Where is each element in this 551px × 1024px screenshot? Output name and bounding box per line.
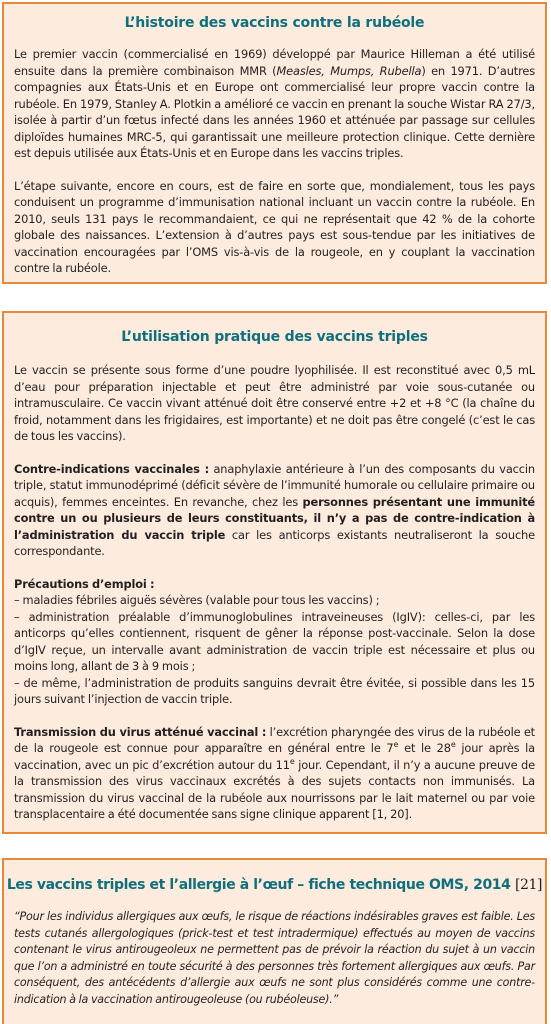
triple-vaccine-usage-content: [4, 345, 545, 823]
text-span: anaphylaxie antérieure à l’un des composants du vaccin triple, statut immunodéprimé (déficit sévère de l’immunité humorale ou cellulaire primaire ou acquis), femmes enceintes. En revanche, chez les: [14, 461, 535, 509]
transmission-paragraph: [14, 724, 535, 823]
transmission-label: Transmission du virus atténué vaccinal :: [14, 724, 267, 739]
contraindications-label: Contre-indications vaccinales :: [14, 461, 209, 476]
precautions-paragraph: [14, 576, 535, 708]
usage-paragraph-1: Le vaccin se présente sous forme d’une poudre lyophilisée. Il est reconstitué avec 0,5 mL d’eau pour préparation injectable et peut être administré par voie sous-cutanée ou intramusculaire. Ce vaccin vivant atténué doit être conservé entre +2 et +8 °C (la chaîne du froid, notamment dans les frigidaires, est importante) et ne doit pas être congelé (c’est le cas de tous les vaccins).: [14, 363, 535, 443]
egg-allergy-content: [4, 893, 545, 1008]
text-span: car les anticorps existants neutraliseront la souche correspondante.: [14, 527, 535, 558]
rubella-history-box: [2, 2, 547, 284]
rubella-history-paragraph-2: L’étape suivante, encore en cours, est de faire en sorte que, mondialement, tous les pays conduisent un programme d’immunisation national incluant un vaccin contre la rubéole. En 2010, seuls 131 pays le recommandaient, ce qui ne représentait que 42 % de la cohorte globale des naissances. L’extension à d’autres pays est sous-tendue par les initiatives de vaccination encouragées par l’OMS vis-à-vis de la rougeole, en y couplant la vaccination contre la rubéole.: [14, 178, 535, 275]
precautions-label: Précautions d’emploi :: [14, 576, 155, 591]
text-span: Le premier vaccin (commercialisé en 1969) développé par Maurice Hilleman a été utilisé ensuite dans la première combinaison MMR (: [14, 47, 535, 78]
precaution-item: – administration préalable d’immunoglobulines intraveineuses (IgIV): celles-ci, par les anticorps qu’elles contiennent, risquent de gêner la réponse post-vaccinale. Selon la dose d’IgIV reçue, un intervalle avant administration de vaccin triple est nécessaire et plus ou moins long, allant de 3 à 9 mois ;: [14, 609, 535, 673]
rubella-history-content: [4, 31, 545, 277]
text-span: jour après la vaccination, avec un pic d’excrétion autour du 11: [14, 741, 536, 772]
superscript: e: [393, 740, 399, 750]
rubella-history-title: L’histoire des vaccins contre la rubéole: [124, 15, 425, 31]
text-span: jour. Cependant, il n’y a aucune preuve de la transmission des virus vaccinaux excrétés à des sujets contacts non immunisés. La transmission du virus vaccinal de la rubéole aux nourrissons par le lait maternel ou par voie transplacentaire a été documentée sans signe clinique apparent [1, 20].: [14, 757, 535, 821]
text-span: et le 28: [398, 741, 451, 755]
triple-vaccine-usage-box: [2, 311, 547, 834]
precaution-item: – maladies fébriles aiguës sévères (valable pour tous les vaccins) ;: [14, 593, 380, 607]
triple-vaccine-usage-title: L’utilisation pratique des vaccins triples: [121, 329, 428, 345]
title-text: Les vaccins triples et l’allergie à l’œuf – fiche technique OMS, 2014: [6, 877, 511, 893]
text-span: ) en 1971. D’autres compagnies aux États-Unis et en Europe ont commercialisé leur propre vaccin contre la rubéole. En 1979, Stanley A. Plotkin a amélioré ce vaccin en prenant la souche Wistar RA 27/3, isolée à partir d’un fœtus infecté dans les années 1960 et atténuée par passage sur cellules diploïdes humaines MRC-5, qui garantissait une meilleure protection clinique. Cette dernière est depuis utilisée aux États-Unis et en Europe dans les vaccins triples.: [14, 63, 536, 160]
contraindications-paragraph: [14, 461, 535, 560]
egg-allergy-box: [2, 858, 547, 1024]
mmr-expansion: Measles, Mumps, Rubella: [276, 63, 422, 78]
immunity-emphasis: personnes présentant une immunité contre un ou plusieurs de leurs constituants, il n’y a pas de contre-indication à l’administration du vaccin triple: [14, 494, 535, 542]
text-span: l’excrétion pharyngée des virus de la rubéole et de la rougeole est connue pour apparaître en général entre le 7: [14, 724, 535, 755]
superscript: e: [289, 756, 295, 766]
superscript: e: [450, 740, 456, 750]
precaution-item: – de même, l’administration de produits sanguins devrait être évitée, si possible dans les 15 jours suivant l’injection de vaccin triple.: [14, 675, 535, 706]
who-quote: “Pour les individus allergiques aux œufs, le risque de réactions indésirables graves est faible. Les tests cutanés allergologiques (prick-test et test intradermique) effectués au moyen de vaccins contenant le virus antirougeoleux ne permettent pas de prévoir la réaction du sujet à un vaccin que l’on a administré en toute sécurité à des personnes très fortement allergiques aux œufs. Par conséquent, des antécédents d’allergie aux œufs ne sont plus considérés comme une contre-indication à la vaccination antirougeoleuse (ou rubéoleuse).”: [14, 910, 535, 1006]
rubella-history-paragraph-1: [14, 46, 535, 162]
title-reference: [21]: [514, 877, 543, 893]
egg-allergy-title: [4, 860, 545, 893]
